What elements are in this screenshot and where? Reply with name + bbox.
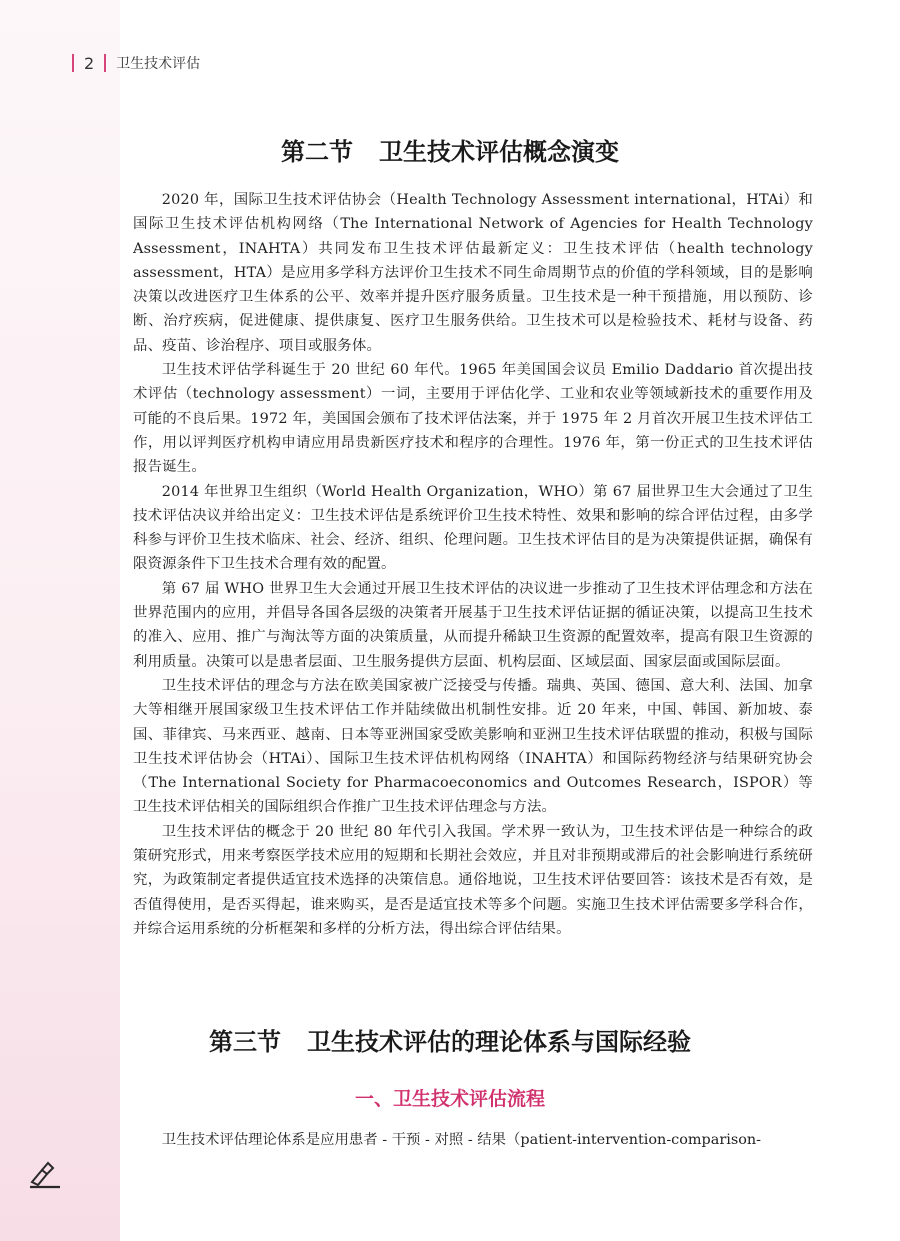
section-2-heading [0, 132, 900, 167]
hand-writing-icon [28, 1160, 62, 1190]
section-2-title: 卫生技术评估概念演变 [379, 138, 619, 166]
subsection-heading: 一、卫生技术评估流程 [354, 1088, 545, 1110]
section-3-heading [0, 1022, 900, 1057]
section-2-number: 第二节 [281, 138, 353, 166]
paragraph: 卫生技术评估的理念与方法在欧美国家被广泛接受与传播。瑞典、英国、德国、意大利、法国、加拿大等相继开展国家级卫生技术评估工作并陆续做出机制性安排。近 20 年来，中国、韩国、新加坡、泰国、菲律宾、马来西亚、越南、日本等亚洲国家受欧美影响和亚洲卫生技术评估联盟的推动，积极与国际卫生技术评估协会（HTAi）、国际卫生技术评估机构网络（INAHTA）和国际药物经济与结果研究协会（The International Society for Pharmacoeconomics and Outcomes Research，ISPOR）等卫生技术评估相关的国际组织合作推广卫生技术评估理念与方法。 [133, 677, 813, 816]
paragraph: 2014 年世界卫生组织（World Health Organization，WHO）第 67 届世界卫生大会通过了卫生技术评估决议并给出定义：卫生技术评估是系统评价卫生技术特性、效果和影响的综合评估过程，由多学科参与评价卫生技术临床、社会、经济、组织、伦理问题。卫生技术评估目的是为决策提供证据，确保有限资源条件下卫生技术合理有效的配置。 [133, 483, 813, 573]
book-title: 卫生技术评估 [116, 56, 201, 72]
section-3-title: 卫生技术评估的理论体系与国际经验 [307, 1028, 691, 1056]
paragraph: 第 67 届 WHO 世界卫生大会通过开展卫生技术评估的决议进一步推动了卫生技术评估理念和方法在世界范围内的应用，并倡导各国各层级的决策者开展基于卫生技术评估证据的循证决策，以提高卫生技术的准入、应用、推广与淘汰等方面的决策质量，从而提升稀缺卫生资源的配置效率，提高有限卫生资源的利用质量。决策可以是患者层面、卫生服务提供方层面、机构层面、区域层面、国家层面或国际层面。 [133, 580, 813, 670]
header-bar-right [104, 54, 106, 72]
running-header [72, 52, 200, 74]
header-bar-left [72, 54, 74, 72]
paragraph: 2020 年，国际卫生技术评估协会（Health Technology Assessment international，HTAi）和国际卫生技术评估机构网络（The International Network of Agencies for Health Technology Assessment，INAHTA）共同发布卫生技术评估最新定义：卫生技术评估（health technology assessment，HTA）是应用多学科方法评价卫生技术不同生命周期节点的价值的学科领域，目的是影响决策以改进医疗卫生体系的公平、效率并提升医疗服务质量。卫生技术是一种干预措施，用以预防、诊断、治疗疾病，促进健康、提供康复、医疗卫生服务供给。卫生技术可以是检验技术、耗材与设备、药品、疫苗、诊治程序、项目或服务体。 [133, 192, 813, 354]
page-number: 2 [84, 53, 95, 73]
section-3-first-line: 卫生技术评估理论体系是应用患者 - 干预 - 对照 - 结果（patient-intervention-comparison- [161, 1132, 761, 1148]
section-2-body [133, 188, 813, 941]
section-3-number: 第三节 [209, 1028, 281, 1056]
paragraph: 卫生技术评估学科诞生于 20 世纪 60 年代。1965 年美国国会议员 Emilio Daddario 首次提出技术评估（technology assessment）一词，主要用于评估化学、工业和农业等领域新技术的重要作用及可能的不良后果。1972 年，美国国会颁布了技术评估法案，并于 1975 年 2 月首次开展卫生技术评估工作，用以评判医疗机构申请应用昂贵新医疗技术和程序的合理性。1976 年，第一份正式的卫生技术评估报告诞生。 [133, 362, 813, 476]
paragraph: 卫生技术评估的概念于 20 世纪 80 年代引入我国。学术界一致认为，卫生技术评估是一种综合的政策研究形式，用来考察医学技术应用的短期和长期社会效应，并且对非预期或滞后的社会影响进行系统研究，为政策制定者提供适宜技术选择的决策信息。通俗地说，卫生技术评估要回答：该技术是否有效，是否值得使用，是否买得起，谁来购买，是否是适宜技术等多个问题。实施卫生技术评估需要多学科合作，并综合运用系统的分析框架和多样的分析方法，得出综合评估结果。 [133, 823, 813, 937]
